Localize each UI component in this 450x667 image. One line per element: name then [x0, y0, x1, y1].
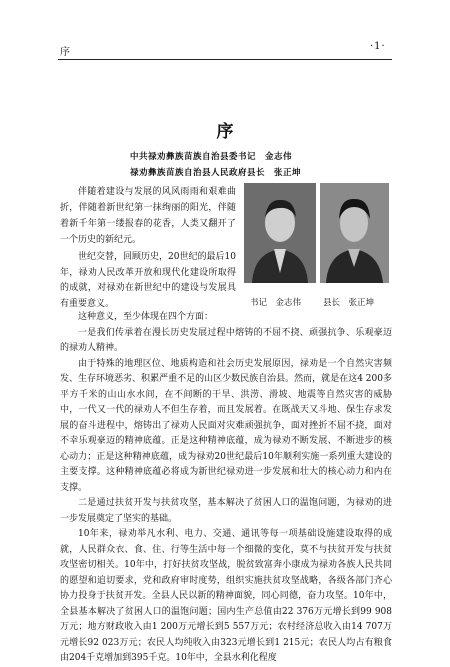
page-header-section: 序: [60, 47, 70, 58]
header-rule: [58, 59, 392, 60]
intro-text-column: [60, 185, 236, 313]
page-title: 序: [216, 122, 234, 142]
body-paragraph: 10年来，禄劝举凡水利、电力、交通、通讯等每一项基础设施建设取得的成就，人民群众衣、食、住、行等生活中每一个细微的变化，莫不与扶贫开发与扶贫攻坚密切相关。10年中，打好扶贫攻坚战，脱贫致富奔小康成为禄劝各族人民共同的愿望和追切要求，党和政府审时度势，组织实施扶贫攻坚战略，各级各部门齐心协力投身于扶贫开发。全县人民以新的精神面貌，同心同德，奋力攻坚。10年中，全县基本解决了贫困人口的温饱问题；国内生产总值由22 376万元增长到99 908万元；地方财政收入由1 200万元增长到5 557万元；农村经济总收入由14 707万元增长92 023万元；农民人均纯收入由323元增长到1 215元；农民人均占有粮食由204千克增加到395千克。10年中，全县水利化程度: [60, 529, 392, 663]
intro-paragraph: 世纪交替，回顾历史，20世纪的最后10年，禄劝人民改革开放和现代化建设所取得的成就，对禄劝在新世纪中的建设与发展具有重要意义。: [60, 251, 236, 310]
body-paragraph: 由于特殊的地理区位、地质构造和社会历史发展原因，禄劝是一个自然灾害频发、生存环境恶劣、积累严重不足的山区少数民族自治县。然而，就是在这4 200多平方千米的山山水水间，在不间断的干旱、洪涝、滑坡、地震等自然灾害的威胁中，一代又一代的禄劝人不但生存着，而且发展着。在既战天又斗地、保生存求发展的奋斗进程中，熔铸出了禄劝人民面对灾难顽强抗争，面对挫折不屈不挠，面对不幸乐观豪迈的精神底蕴。正是这种精神底蕴，成为禄劝不断发展、不断进步的核心动力；正是这种精神底蕴，成为禄劝20世纪最后10年顺利实施一系列重大建设的主要支撑。这种精神底蕴必将成为新世纪禄劝进一步发展和壮大的核心动力和内在支撑。: [60, 358, 392, 493]
body-text: [60, 310, 392, 667]
photo-caption-county-head: 县长 张正坤: [323, 298, 375, 308]
page-number: ·1·: [370, 41, 386, 52]
body-paragraph: 这种意义，至少体现在四个方面：: [78, 312, 214, 322]
author-line-county-head: 禄劝彝族苗族自治县人民政府县长 张正坤: [130, 168, 302, 178]
body-paragraph: 一是我们传承着在漫长历史发展过程中熔铸的不屈不挠、顽强抗争、乐观豪迈的禄劝人精神。: [60, 327, 392, 353]
author-line-secretary: 中共禄劝彝族苗族自治县委书记 金志伟: [130, 152, 293, 162]
photo-caption-secretary: 书记 金志伟: [250, 298, 302, 308]
portrait-photo-secretary: [244, 183, 316, 283]
portrait-photo-county-head: [320, 183, 389, 283]
intro-paragraph: 伴随着建设与发展的风风雨雨和艰难曲折，伴随着新世纪第一抹绚丽的阳光，伴随着新千年第一缕报春的花香，人类又翻开了一个历史的新纪元。: [60, 187, 236, 245]
body-paragraph: 二是通过扶贫开发与扶贫攻坚，基本解决了贫困人口的温饱问题，为禄劝的进一步发展奠定了坚实的基础。: [60, 498, 392, 524]
